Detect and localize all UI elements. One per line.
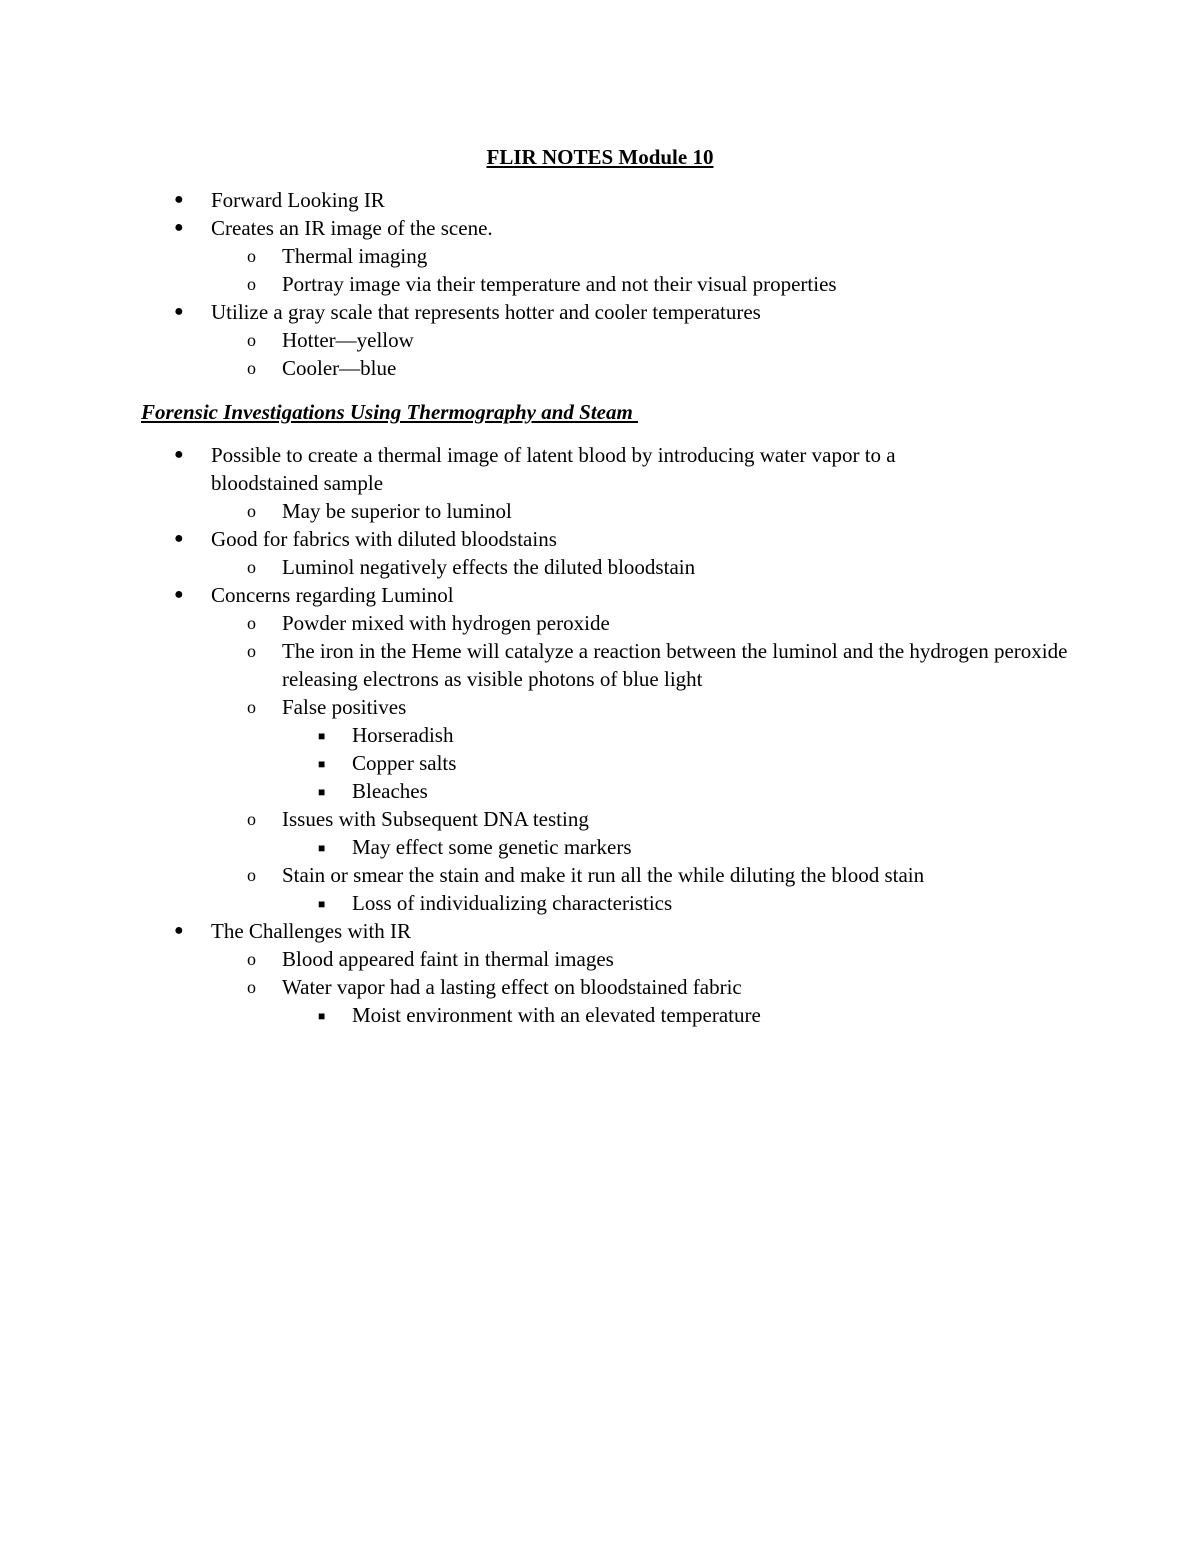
list-item: ■ Horseradish	[0, 721, 1200, 749]
list-item: o The iron in the Heme will catalyze a reaction between the luminol and the hydrogen peroxide releasing electrons as visible photons of blue light	[247, 639, 1068, 691]
circle-bullet-icon: o	[247, 865, 256, 885]
square-bullet-icon: ■	[318, 897, 326, 911]
circle-bullet-icon: o	[247, 557, 256, 577]
list-item: ■ Copper salts	[0, 749, 1200, 777]
circle-bullet-icon: o	[247, 613, 256, 633]
circle-bullet-icon: o	[247, 809, 256, 829]
square-bullet-icon: ■	[318, 757, 326, 771]
list-item: ■ Bleaches	[0, 777, 1200, 805]
list-item: o Stain or smear the stain and make it run all the while diluting the blood stain	[247, 863, 925, 887]
page-title: FLIR NOTES Module 10	[486, 145, 714, 169]
list-item: ■ Loss of individualizing characteristics	[0, 889, 1200, 917]
square-bullet-icon: ■	[318, 841, 326, 855]
bullet-icon: ●	[174, 530, 184, 547]
bullet-icon: ●	[174, 922, 184, 939]
list-item: o Hotter—yellow	[247, 328, 414, 352]
list-item: ● Forward Looking IR	[174, 188, 385, 212]
list-item: o Portray image via their temperature and not their visual properties	[247, 272, 837, 296]
circle-bullet-icon: o	[247, 697, 256, 717]
bullet-icon: ●	[174, 303, 184, 320]
list-item: o Water vapor had a lasting effect on bloodstained fabric	[247, 975, 742, 999]
list-item: o Issues with Subsequent DNA testing	[247, 807, 589, 831]
list-item: o Blood appeared faint in thermal images	[247, 947, 614, 971]
list-item: o Luminol negatively effects the diluted bloodstain	[247, 555, 696, 579]
circle-bullet-icon: o	[247, 949, 256, 969]
circle-bullet-icon: o	[247, 274, 256, 294]
notes-list-section-2	[0, 441, 1200, 1029]
section-heading: Forensic Investigations Using Thermography and Steam	[141, 400, 639, 424]
bullet-icon: ●	[174, 191, 184, 208]
bullet-icon: ●	[174, 446, 184, 463]
list-item: ■ Moist environment with an elevated temperature	[0, 1001, 1200, 1029]
list-item: ● Concerns regarding Luminol	[174, 583, 454, 607]
square-bullet-icon: ■	[318, 1009, 326, 1023]
circle-bullet-icon: o	[247, 358, 256, 378]
list-item: o Powder mixed with hydrogen peroxide	[247, 611, 610, 635]
list-item: ● Utilize a gray scale that represents hotter and cooler temperatures	[174, 300, 761, 324]
list-item: o May be superior to luminol	[247, 499, 512, 523]
notes-list-section-1	[0, 186, 1200, 382]
circle-bullet-icon: o	[247, 977, 256, 997]
list-item: ● Possible to create a thermal image of latent blood by introducing water vapor to a bloodstained sample	[174, 443, 896, 495]
list-item: ● Good for fabrics with diluted bloodstains	[174, 527, 557, 551]
bullet-icon: ●	[174, 219, 184, 236]
circle-bullet-icon: o	[247, 246, 256, 266]
square-bullet-icon: ■	[318, 729, 326, 743]
square-bullet-icon: ■	[318, 785, 326, 799]
list-item: o False positives	[247, 695, 407, 719]
list-item: o Thermal imaging	[247, 244, 428, 268]
list-item: ■ May effect some genetic markers	[0, 833, 1200, 861]
circle-bullet-icon: o	[247, 330, 256, 350]
list-item: ● Creates an IR image of the scene.	[174, 216, 493, 240]
list-item: ● The Challenges with IR	[174, 919, 412, 943]
list-item: o Cooler—blue	[247, 356, 397, 380]
circle-bullet-icon: o	[247, 501, 256, 521]
circle-bullet-icon: o	[247, 641, 256, 661]
bullet-icon: ●	[174, 586, 184, 603]
